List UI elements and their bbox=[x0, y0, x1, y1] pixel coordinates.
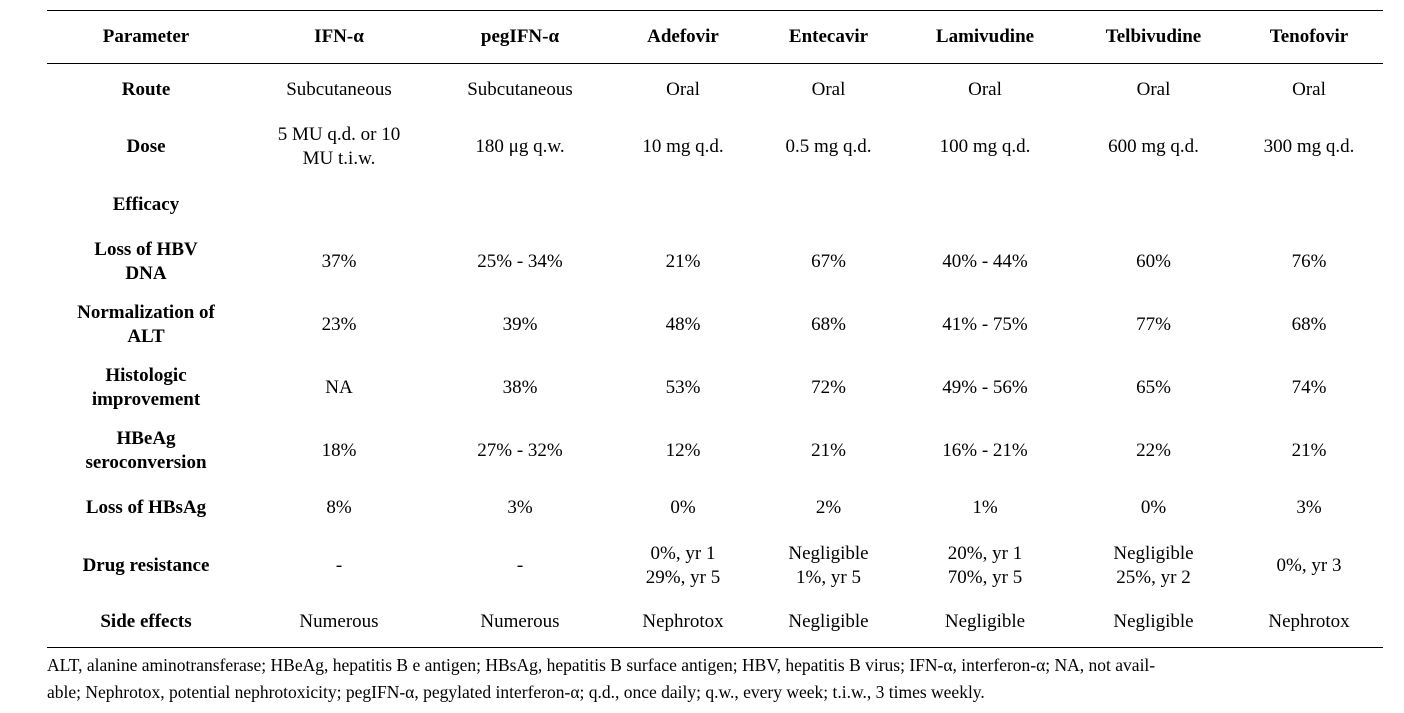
cell-hbsag-tenofovir: 3% bbox=[1296, 497, 1322, 518]
row-label-hbsag: Loss of HBsAg bbox=[85, 497, 207, 518]
cell-hbsag-ifn: 8% bbox=[326, 497, 352, 518]
table-row-drug-resistance bbox=[47, 534, 1383, 597]
cell-dose-ifn-line1: 5 MU q.d. or 10 bbox=[277, 124, 401, 145]
row-label-histologic-line2: improvement bbox=[91, 388, 201, 410]
table-row-efficacy bbox=[47, 179, 1383, 230]
cell-side-effects-entecavir: Negligible bbox=[788, 611, 869, 632]
cell-side-effects-ifn: Numerous bbox=[299, 611, 379, 632]
cell-side-effects-adefovir: Nephrotox bbox=[642, 611, 724, 632]
cell-hbeag-ifn: 18% bbox=[321, 439, 357, 461]
cell-hbv-dna-tenofovir: 76% bbox=[1291, 250, 1327, 272]
cell-side-effects-lamivudine: Negligible bbox=[944, 611, 1026, 632]
row-label-hbeag-line2: seroconversion bbox=[85, 451, 207, 473]
footnote-line-2: able; Nephrotox, potential nephrotoxicity; pegIFN-α, pegylated interferon-α; q.d., once daily; q.w., every week; t.i.w., 3 times weekly. bbox=[47, 682, 985, 702]
table-row-route bbox=[47, 64, 1383, 116]
cell-hbeag-pegifn: 27% - 32% bbox=[477, 439, 563, 461]
cell-histologic-entecavir: 72% bbox=[811, 376, 846, 398]
cell-resistance-telbivudine-line2: 25%, yr 2 bbox=[1116, 566, 1191, 588]
cell-histologic-ifn: NA bbox=[325, 376, 353, 398]
cell-dose-telbivudine: 600 mg q.d. bbox=[1108, 136, 1199, 157]
table-row-alt bbox=[47, 293, 1383, 356]
cell-alt-lamivudine: 41% - 75% bbox=[942, 313, 1028, 335]
row-label-hbeag-line1: HBeAg bbox=[116, 427, 176, 449]
cell-hbsag-adefovir: 0% bbox=[670, 497, 696, 518]
header-parameter: Parameter bbox=[102, 26, 190, 47]
cell-alt-tenofovir: 68% bbox=[1291, 313, 1327, 335]
cell-alt-ifn: 23% bbox=[321, 313, 357, 335]
cell-hbeag-telbivudine: 22% bbox=[1136, 439, 1171, 461]
cell-resistance-telbivudine-line1: Negligible bbox=[1113, 542, 1194, 564]
cell-hbeag-lamivudine: 16% - 21% bbox=[942, 439, 1028, 461]
table-row-histologic bbox=[47, 356, 1383, 419]
header-pegifn: pegIFN-α bbox=[480, 26, 560, 47]
footnote-line-1: ALT, alanine aminotransferase; HBeAg, hepatitis B e antigen; HBsAg, hepatitis B surface antigen; HBV, hepatitis B virus; IFN-α, interferon-α; NA, not avail- bbox=[47, 655, 1156, 675]
cell-hbsag-telbivudine: 0% bbox=[1140, 497, 1167, 518]
cell-route-pegifn: Subcutaneous bbox=[467, 78, 573, 100]
header-ifn: IFN-α bbox=[314, 26, 364, 47]
cell-histologic-tenofovir: 74% bbox=[1291, 376, 1327, 398]
cell-hbv-dna-pegifn: 25% - 34% bbox=[477, 250, 563, 272]
cell-alt-adefovir: 48% bbox=[665, 313, 701, 335]
cell-resistance-adefovir bbox=[607, 534, 759, 597]
cell-dose-ifn-line2: MU t.i.w. bbox=[302, 148, 376, 169]
cell-resistance-ifn: - bbox=[335, 554, 343, 576]
cell-route-adefovir: Oral bbox=[666, 78, 700, 100]
cell-dose-tenofovir: 300 mg q.d. bbox=[1263, 136, 1355, 157]
cell-hbeag-tenofovir: 21% bbox=[1291, 439, 1327, 461]
table-footnote bbox=[47, 652, 1387, 706]
comparison-table-container bbox=[47, 10, 1383, 648]
cell-side-effects-telbivudine: Negligible bbox=[1113, 611, 1194, 632]
cell-histologic-lamivudine: 49% - 56% bbox=[942, 376, 1028, 398]
row-label-drug-resistance: Drug resistance bbox=[82, 554, 210, 576]
cell-resistance-entecavir-line1: Negligible bbox=[788, 542, 869, 564]
cell-hbsag-entecavir: 2% bbox=[815, 497, 842, 518]
row-label-hbv-dna-line2: DNA bbox=[125, 262, 167, 284]
row-label-efficacy: Efficacy bbox=[112, 193, 180, 215]
cell-route-telbivudine: Oral bbox=[1136, 78, 1171, 100]
cell-dose-lamivudine: 100 mg q.d. bbox=[939, 136, 1031, 157]
cell-route-ifn: Subcutaneous bbox=[286, 78, 392, 100]
cell-dose-entecavir: 0.5 mg q.d. bbox=[785, 136, 872, 157]
cell-resistance-pegifn: - bbox=[516, 554, 524, 576]
cell-histologic-telbivudine: 65% bbox=[1136, 376, 1171, 398]
row-label-alt bbox=[47, 293, 245, 356]
row-label-alt-line2: ALT bbox=[127, 325, 165, 347]
cell-histologic-adefovir: 53% bbox=[665, 376, 701, 398]
header-lamivudine: Lamivudine bbox=[935, 26, 1035, 47]
cell-route-tenofovir: Oral bbox=[1292, 78, 1326, 100]
row-label-dose: Dose bbox=[126, 136, 166, 157]
cell-route-entecavir: Oral bbox=[811, 78, 846, 100]
row-label-side-effects: Side effects bbox=[100, 611, 192, 632]
table-row-hbeag bbox=[47, 419, 1383, 482]
table-row-hbv-dna bbox=[47, 230, 1383, 293]
table-row-side-effects bbox=[47, 597, 1383, 648]
cell-hbv-dna-ifn: 37% bbox=[321, 250, 357, 272]
row-label-hbeag bbox=[47, 419, 245, 482]
cell-hbsag-pegifn: 3% bbox=[507, 497, 533, 518]
cell-alt-entecavir: 68% bbox=[811, 313, 846, 335]
cell-resistance-tenofovir: 0%, yr 3 bbox=[1276, 554, 1342, 576]
cell-resistance-entecavir bbox=[759, 534, 898, 597]
cell-resistance-entecavir-line2: 1%, yr 5 bbox=[796, 566, 861, 588]
table-row-hbsag bbox=[47, 482, 1383, 534]
cell-resistance-lamivudine-line1: 20%, yr 1 bbox=[947, 542, 1023, 564]
cell-histologic-pegifn: 38% bbox=[502, 376, 538, 398]
header-tenofovir: Tenofovir bbox=[1269, 26, 1349, 47]
row-label-histologic bbox=[47, 356, 245, 419]
cell-hbeag-adefovir: 12% bbox=[665, 439, 701, 461]
header-adefovir: Adefovir bbox=[647, 26, 719, 47]
cell-side-effects-tenofovir: Nephrotox bbox=[1268, 611, 1350, 632]
cell-hbv-dna-telbivudine: 60% bbox=[1136, 250, 1171, 272]
cell-dose-ifn bbox=[245, 115, 433, 179]
cell-route-lamivudine: Oral bbox=[968, 78, 1002, 100]
cell-hbv-dna-adefovir: 21% bbox=[665, 250, 701, 272]
cell-dose-pegifn: 180 μg q.w. bbox=[475, 136, 565, 157]
cell-hbsag-lamivudine: 1% bbox=[972, 497, 998, 518]
table-row-dose bbox=[47, 115, 1383, 179]
cell-resistance-adefovir-line1: 0%, yr 1 bbox=[650, 542, 716, 564]
cell-hbv-dna-lamivudine: 40% - 44% bbox=[942, 250, 1028, 272]
cell-hbv-dna-entecavir: 67% bbox=[811, 250, 846, 272]
cell-dose-adefovir: 10 mg q.d. bbox=[642, 136, 724, 157]
cell-resistance-lamivudine-line2: 70%, yr 5 bbox=[947, 566, 1023, 588]
cell-resistance-adefovir-line2: 29%, yr 5 bbox=[645, 566, 721, 588]
row-label-alt-line1: Normalization of bbox=[77, 301, 215, 323]
row-label-hbv-dna-line1: Loss of HBV bbox=[94, 238, 198, 260]
cell-resistance-lamivudine bbox=[898, 534, 1072, 597]
row-label-route: Route bbox=[121, 78, 171, 100]
cell-resistance-telbivudine bbox=[1072, 534, 1235, 597]
cell-alt-telbivudine: 77% bbox=[1136, 313, 1171, 335]
header-telbivudine: Telbivudine bbox=[1105, 26, 1202, 47]
cell-side-effects-pegifn: Numerous bbox=[480, 611, 560, 632]
cell-hbeag-entecavir: 21% bbox=[811, 439, 846, 461]
table-header-row bbox=[47, 11, 1383, 64]
header-entecavir: Entecavir bbox=[788, 26, 869, 47]
row-label-hbv-dna bbox=[47, 230, 245, 293]
cell-alt-pegifn: 39% bbox=[502, 313, 538, 335]
drug-comparison-table bbox=[47, 10, 1383, 648]
row-label-histologic-line1: Histologic bbox=[105, 364, 187, 386]
